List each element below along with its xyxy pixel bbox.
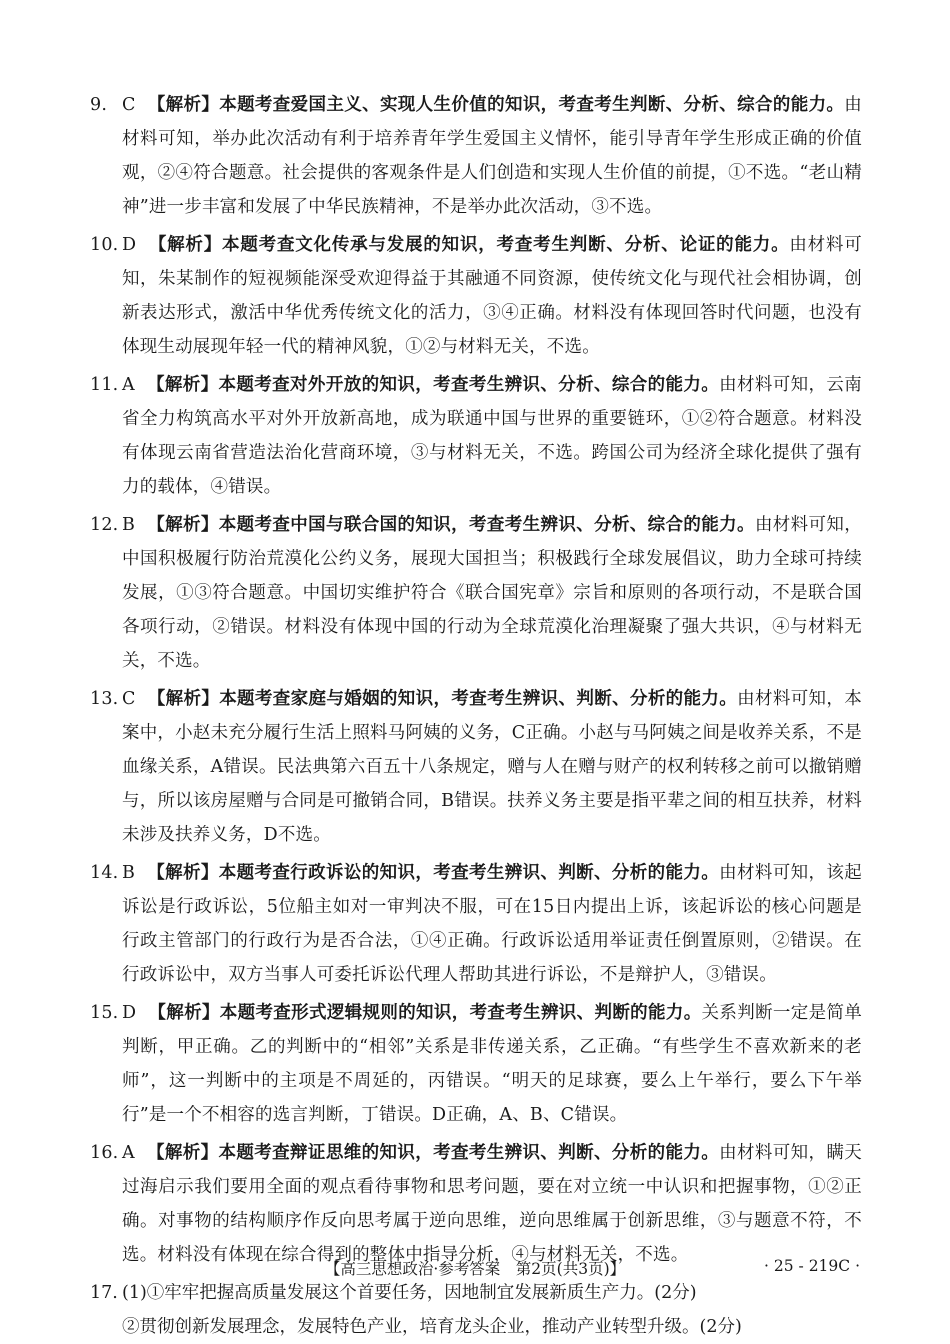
- answer-item: [90, 1136, 862, 1272]
- question-number: 10.: [90, 235, 119, 255]
- page-footer: [0, 1257, 950, 1287]
- analysis-tag: 【解析】: [146, 1143, 219, 1163]
- analysis-body: 关系判断一定是简单判断，甲正确。乙的判断中的“相邻”关系是非传递关系，乙正确。“有些学生不喜欢新来的老师”，这一判断中的主项是不周延的，丙错误。“明天的足球赛，要么上午举行，要么下午举行”是一个不相容的选言判断，丁错误。D正确，A、B、C错误。: [122, 1003, 862, 1125]
- answer-letter: B: [122, 515, 136, 535]
- answer-item: [90, 996, 862, 1132]
- answer-letter: A: [122, 1143, 135, 1163]
- answer-letter: D: [122, 1003, 137, 1023]
- analysis-lead: 本题考查对外开放的知识，考查考生辨识、分析、综合的能力。: [218, 375, 720, 395]
- analysis-body: 由材料可知，举办此次活动有利于培养青年学生爱国主义情怀，能引导青年学生形成正确的价值观，②④符合题意。社会提供的客观条件是人们创造和实现人生价值的前提，①不选。“老山精神”进一步丰富和发展了中华民族精神，不是举办此次活动，③不选。: [122, 95, 862, 217]
- analysis-body: 由材料可知，朱某制作的短视频能深受欢迎得益于其融通不同资源，使传统文化与现代社会相协调，创新表达形式，激活中华优秀传统文化的活力，③④正确。材料没有体现回答时代问题，也没有体现生动展现年轻一代的精神风貌，①②与材料无关，不选。: [122, 235, 862, 357]
- question-number: 15.: [90, 1003, 119, 1023]
- analysis-lead: 本题考查家庭与婚姻的知识，考查考生辨识、判断、分析的能力。: [219, 689, 738, 709]
- analysis-tag: 【解析】: [147, 515, 219, 535]
- analysis-lead: 本题考查中国与联合国的知识，考查考生辨识、分析、综合的能力。: [218, 515, 755, 535]
- question-number: 17.: [90, 1283, 118, 1303]
- analysis-tag: 【解析】: [147, 863, 219, 883]
- question-number: 12.: [90, 515, 119, 535]
- question-number: 13.: [90, 689, 119, 709]
- analysis-lead: 本题考查形式逻辑规则的知识，考查考生辨识、判断的能力。: [219, 1003, 702, 1023]
- question-number: 11.: [90, 375, 119, 395]
- question-number: 14.: [90, 863, 119, 883]
- analysis-lead: 本题考查爱国主义、实现人生价值的知识，考查考生判断、分析、综合的能力。: [219, 95, 845, 115]
- answer-letter: A: [122, 375, 135, 395]
- answer-item: [90, 368, 862, 504]
- analysis-tag: 【解析】: [147, 95, 220, 115]
- answer-item: [90, 682, 862, 852]
- answer-letter: D: [122, 235, 137, 255]
- question-number: 9.: [90, 95, 108, 115]
- answer-item: [90, 88, 862, 224]
- analysis-body: 由材料可知，该起诉讼是行政诉讼，5位船主如对一审判决不服，可在15日内提出上诉，该起诉讼的核心问题是行政主管部门的行政行为是否合法，①④正确。行政诉讼适用举证责任倒置原则，②错误。在行政诉讼中，双方当事人可委托诉讼代理人帮助其进行诉讼，不是辩护人，③错误。: [122, 863, 862, 985]
- answer-item: [90, 856, 862, 992]
- analysis-tag: 【解析】: [148, 235, 223, 255]
- answer-letter: B: [122, 863, 136, 883]
- answer-item: [90, 228, 862, 364]
- analysis-tag: 【解析】: [148, 1003, 220, 1023]
- answer-letter: C: [122, 95, 136, 115]
- answer-item: [90, 508, 862, 678]
- question-number: 16.: [90, 1143, 119, 1163]
- footer-title: 【高三思想政治·参考答案 第2页(共3页)】: [324, 1260, 626, 1278]
- answer-letter: C: [122, 689, 136, 709]
- analysis-tag: 【解析】: [146, 375, 219, 395]
- answer-line-2: ②贯彻创新发展理念，发展特色产业，培育龙头企业，推动产业转型升级。(2分): [122, 1317, 742, 1337]
- answer-line-1: (1)①牢牢把握高质量发展这个首要任务，因地制宜发展新质生产力。(2分): [122, 1283, 697, 1303]
- footer-code: · 25 - 219C ·: [764, 1257, 860, 1275]
- analysis-tag: 【解析】: [147, 689, 220, 709]
- analysis-body: 由材料可知，中国积极履行防治荒漠化公约义务，展现大国担当；积极践行全球发展倡议，助力全球可持续发展，①③符合题意。中国切实维护符合《联合国宪章》宗旨和原则的各项行动，不是联合国各项行动，②错误。材料没有体现中国的行动为全球荒漠化治理凝聚了强大共识，④与材料无关，不选。: [122, 515, 863, 671]
- analysis-body: 由材料可知，云南省全力构筑高水平对外开放新高地，成为联通中国与世界的重要链环，①②符合题意。材料没有体现云南省营造法治化营商环境，③与材料无关，不选。跨国公司为经济全球化提供了强有力的载体，④错误。: [122, 375, 862, 497]
- analysis-lead: 本题考查辩证思维的知识，考查考生辨识、判断、分析的能力。: [218, 1143, 720, 1163]
- analysis-lead: 本题考查行政诉讼的知识，考查考生辨识、判断、分析的能力。: [218, 863, 720, 883]
- analysis-lead: 本题考查文化传承与发展的知识，考查考生判断、分析、论证的能力。: [222, 235, 790, 255]
- answer-content: [90, 88, 862, 1344]
- analysis-body: 由材料可知，瞒天过海启示我们要用全面的观点看待事物和思考问题，要在对立统一中认识和把握事物，①②正确。对事物的结构顺序作反向思考属于逆向思维，逆向思维属于创新思维，③与题意不符，不选。材料没有体现在综合得到的整体中指导分析，④与材料无关，不选。: [122, 1143, 862, 1265]
- analysis-body: 由材料可知，本案中，小赵未充分履行生活上照料马阿姨的义务，C正确。小赵与马阿姨之间是收养关系，不是血缘关系，A错误。民法典第六百五十八条规定，赠与人在赠与财产的权利转移之前可以撤销赠与，所以该房屋赠与合同是可撤销合同，B错误。扶养义务主要是指平辈之间的相互扶养，材料未涉及扶养义务，D不选。: [122, 689, 862, 845]
